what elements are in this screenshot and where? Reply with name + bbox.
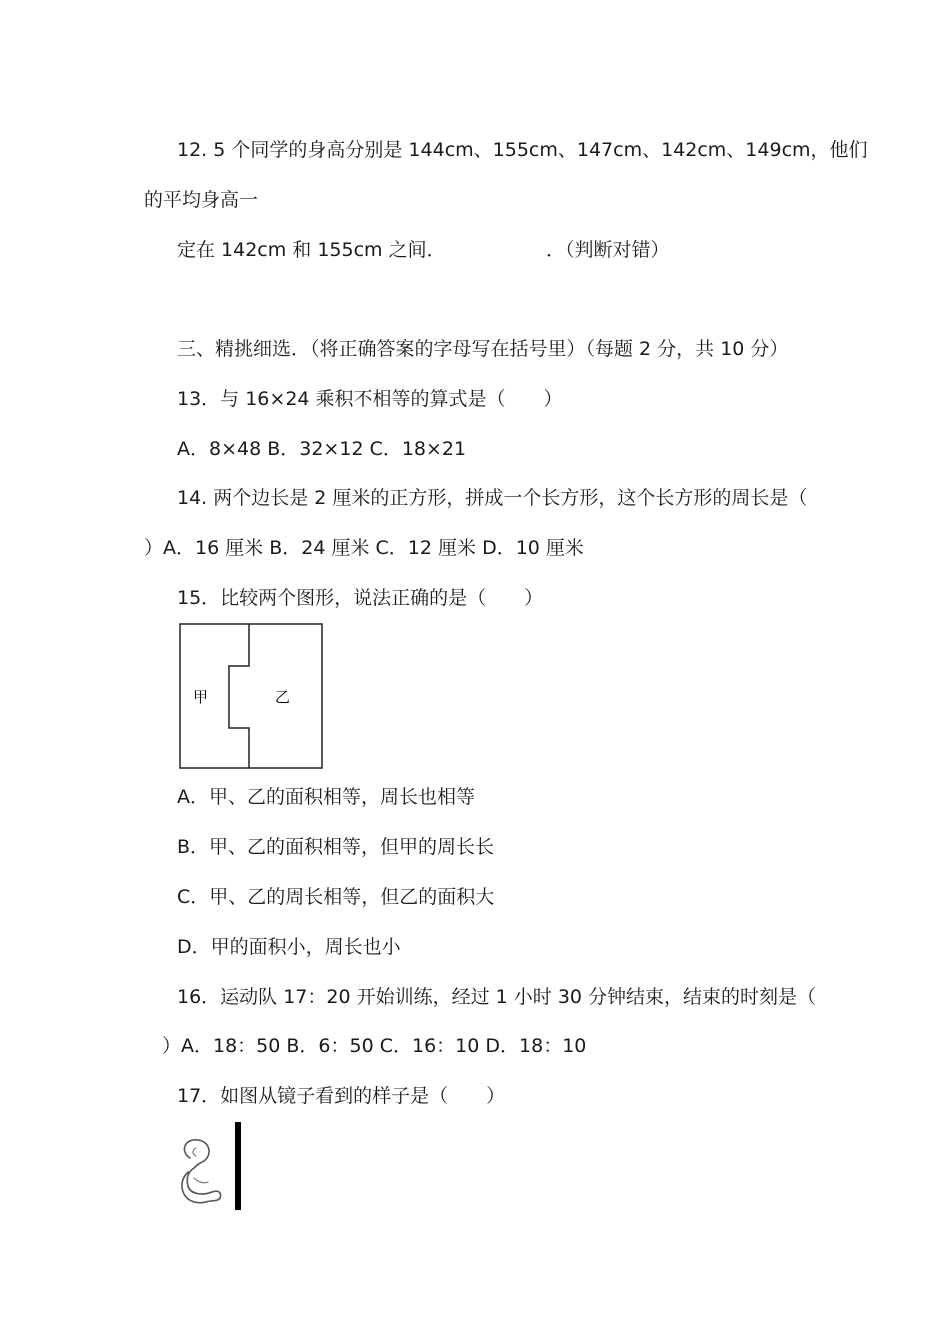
q15-option-b: B．甲、乙的面积相等，但甲的周长长 xyxy=(177,836,495,858)
q13-options: A．8×48 B．32×12 C．18×21 xyxy=(177,438,467,460)
q14-stem: 14. 两个边长是 2 厘米的正方形，拼成一个长方形，这个长方形的周长是（ xyxy=(177,487,808,509)
q16-options: ）A．18：50 B．6：50 C．16：10 D．18：10 xyxy=(162,1035,587,1057)
q15-figure-divider-line xyxy=(229,624,249,768)
q13-stem: 13．与 16×24 乘积不相等的算式是（ ） xyxy=(177,388,563,410)
figure-outline-icon xyxy=(182,1140,221,1203)
q15-figure-label-jia: 甲 xyxy=(193,688,209,706)
q15-stem: 15．比较两个图形，说法正确的是（ ） xyxy=(177,587,544,609)
figure-inner-outline-icon xyxy=(193,1148,208,1183)
q16-stem: 16．运动队 17：20 开始训练，经过 1 小时 30 分钟结束，结束的时刻是（ xyxy=(177,986,817,1008)
q12-line2: 的平均身高一 xyxy=(144,189,259,211)
mirror-bar xyxy=(235,1122,241,1210)
q15-figure xyxy=(178,622,326,772)
q17-figure xyxy=(172,1120,252,1216)
q14-options: ）A．16 厘米 B．24 厘米 C．12 厘米 D．10 厘米 xyxy=(144,537,584,559)
q15-option-a: A．甲、乙的面积相等，周长也相等 xyxy=(177,786,475,808)
q15-option-c: C．甲、乙的周长相等，但乙的面积大 xyxy=(177,886,495,908)
q15-figure-label-yi: 乙 xyxy=(275,688,291,706)
section3-heading: 三、精挑细选．（将正确答案的字母写在括号里）（每题 2 分，共 10 分） xyxy=(177,338,789,360)
q17-stem: 17．如图从镜子看到的样子是（ ） xyxy=(177,1085,506,1107)
q12-judge-instruction: ．（判断对错） xyxy=(546,239,670,261)
q12-line3: 定在 142cm 和 155cm 之间． xyxy=(177,239,446,261)
q12-line1: 12. 5 个同学的身高分别是 144cm、155cm、147cm、142cm、149cm，他们 xyxy=(177,139,868,161)
q15-option-d: D．甲的面积小，周长也小 xyxy=(177,936,401,958)
